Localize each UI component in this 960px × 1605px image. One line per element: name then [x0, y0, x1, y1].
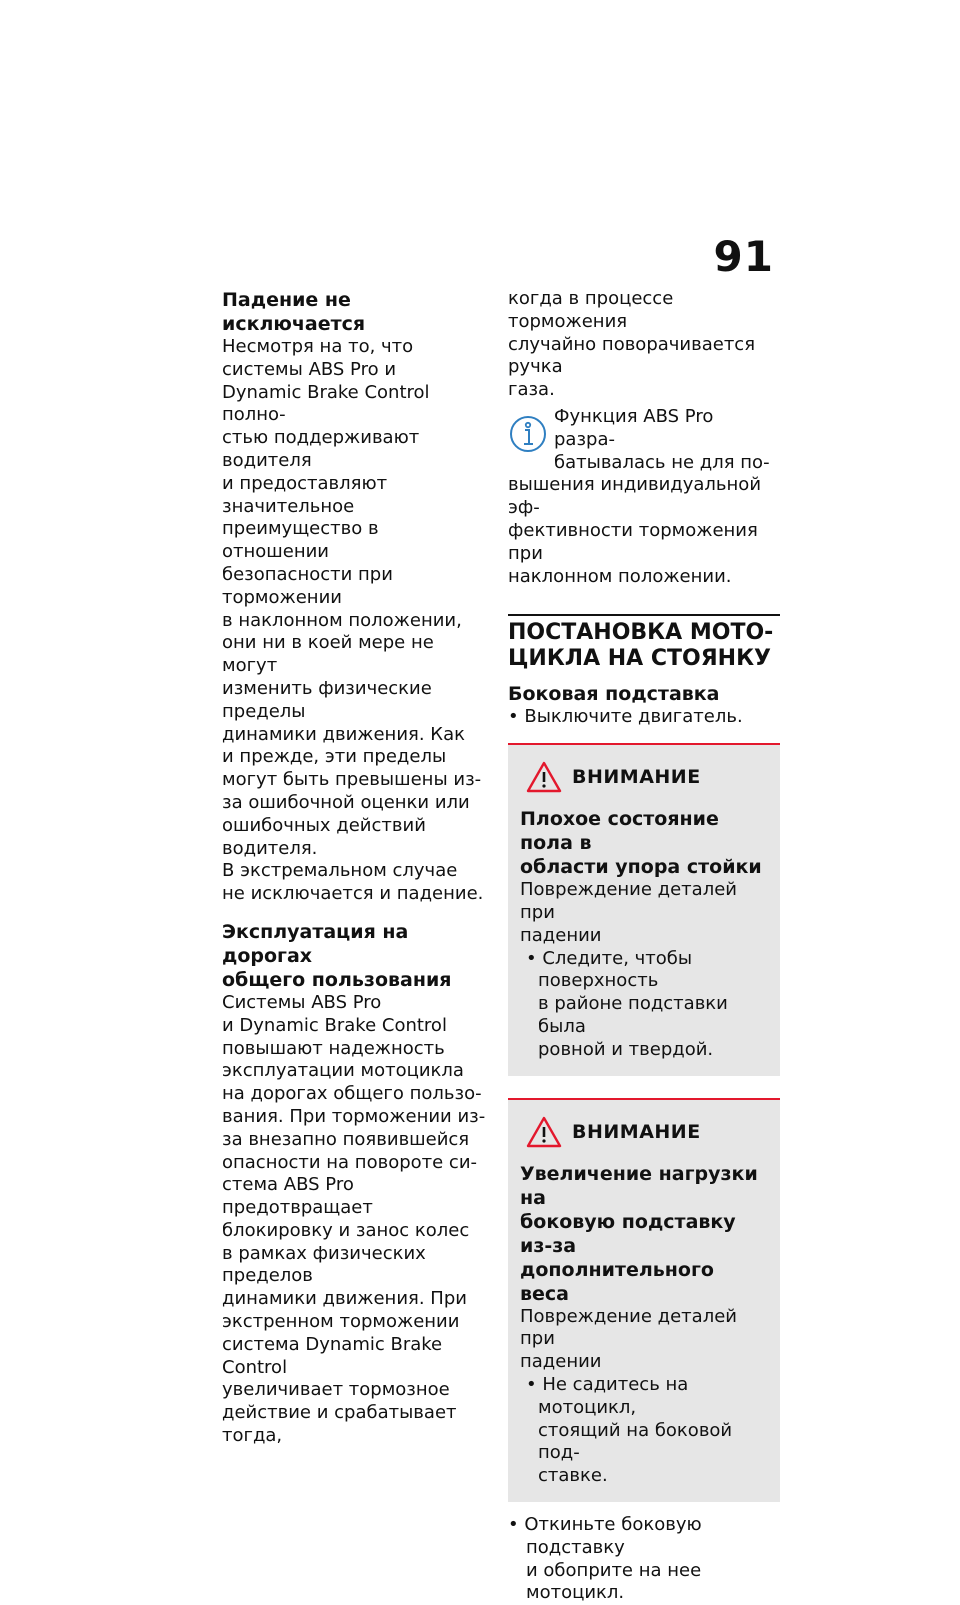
- info-line-2: батывалась не для по-: [554, 451, 770, 473]
- warning-header: [520, 761, 768, 793]
- warning-text: Повреждение деталей при падении: [520, 1305, 737, 1373]
- bullet-engine-off: • Выключите двигатель.: [508, 706, 743, 728]
- chapter-title: ПОСТАНОВКА МОТО- ЦИКЛА НА СТОЯНКУ: [508, 620, 774, 672]
- chapter-rule: [508, 614, 780, 616]
- info-icon: [508, 412, 548, 456]
- bullet-fold-stand-text: Откиньте боковую подставку и обоприте на нее мотоцикл.: [524, 1513, 702, 1604]
- warning-header: [520, 1116, 768, 1148]
- info-line-1: Функция ABS Pro разра-: [554, 405, 714, 450]
- warning-triangle-icon: [526, 1116, 562, 1148]
- warning-bullet: • Следите, чтобы поверхность в районе подставки была ровной и твердой.: [526, 947, 728, 1060]
- right-column: [508, 288, 780, 1605]
- page-number: 91: [713, 232, 774, 281]
- bullet-engine-off-text: Выключите двигатель.: [524, 706, 743, 728]
- warning-text: Повреждение деталей при падении: [520, 879, 737, 946]
- warning-label: ВНИМАНИЕ: [572, 766, 701, 789]
- section-heading-public-roads: Эксплуатация на дорогах общего пользования: [222, 920, 452, 991]
- warning-heading: Увеличение нагрузки на боковую подставку из-за дополнительного веса: [520, 1162, 758, 1305]
- warning-box-floor: [508, 743, 780, 1075]
- info-note: [508, 406, 780, 588]
- section-text-public-roads: Системы ABS Pro и Dynamic Brake Control повышают надежность эксплуатации мотоцикла на дорогах общего пользо- вания. При торможении из- за внезапно появившейся опасности на повороте си- стема ABS Pro предотвращает блокировку и занос колес в рамках физических пределов динамики движения. При экстренном торможении система Dynamic Brake Control увеличивает тормозное действие и срабатывает тогда,: [222, 991, 486, 1447]
- warning-label: ВНИМАНИЕ: [572, 1120, 701, 1143]
- continued-text: когда в процессе торможения случайно поворачивается ручка газа.: [508, 288, 756, 401]
- warning-bullet-text: Не садитесь на мотоцикл, стоящий на боковой под- ставке.: [538, 1373, 733, 1487]
- section-heading-fall: Падение не исключается: [222, 289, 366, 335]
- section-text-fall: Несмотря на то, что системы ABS Pro и Dynamic Brake Control полно- стью поддерживают водителя и предоставляют значительное преимущество в отношении безопасности при торможении в наклонном положении, они ни в коей мере не могут изменить физические пределы динамики движения. Как и прежде, эти пределы могут быть превышены из- за ошибочной оценки или ошибочных действий водителя. В экстремальном случае не исключается и падение.: [222, 336, 484, 905]
- subheading-side-stand: Боковая подставка: [508, 683, 720, 706]
- left-column: [222, 288, 490, 1448]
- warning-triangle-icon: [526, 761, 562, 793]
- info-rest: вышения индивидуальной эф- фективности торможения при наклонном положении.: [508, 474, 762, 587]
- warning-bullet-text: Следите, чтобы поверхность в районе подставки была ровной и твердой.: [538, 947, 728, 1060]
- warning-heading: Плохое состояние пола в области упора стойки: [520, 808, 762, 879]
- warning-box-weight: [508, 1098, 780, 1502]
- warning-bullet: • Не садитесь на мотоцикл, стоящий на боковой под- ставке.: [526, 1373, 733, 1487]
- bullet-fold-stand: • Откиньте боковую подставку и обоприте на нее мотоцикл.: [508, 1513, 702, 1604]
